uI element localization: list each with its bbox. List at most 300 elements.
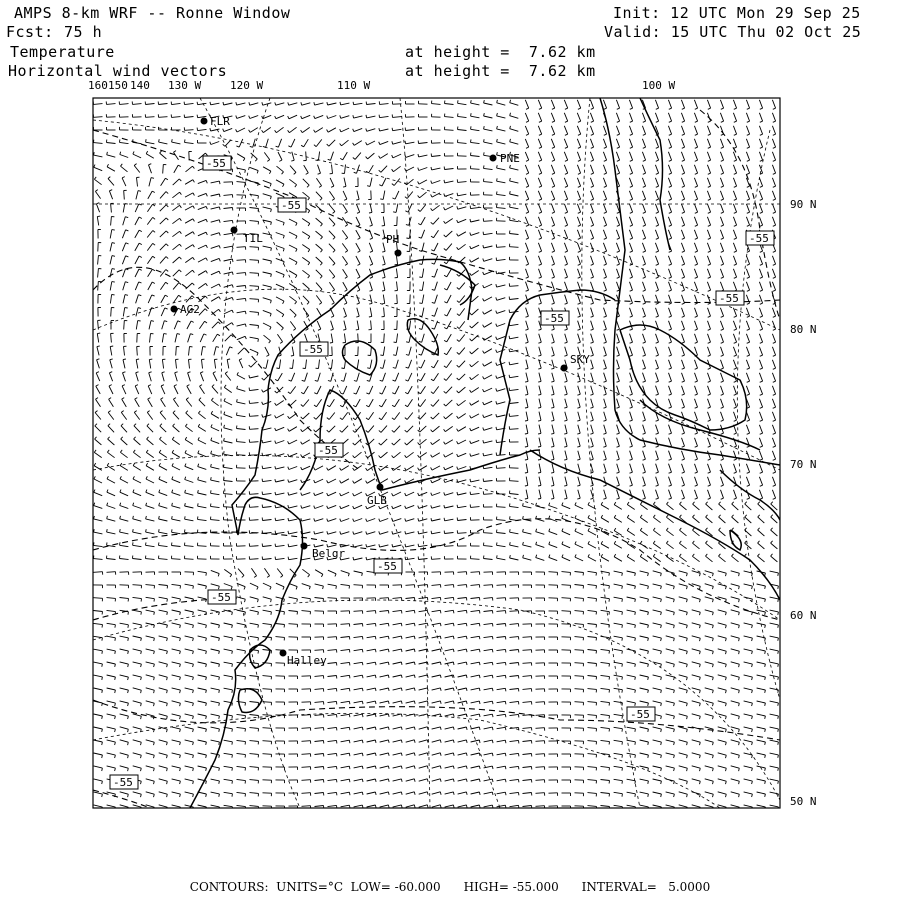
wind-vector	[588, 663, 597, 664]
wind-barb-tick	[193, 257, 195, 260]
wind-barb-tick	[617, 446, 620, 447]
wind-barb-tick	[356, 199, 359, 200]
wind-vector	[653, 649, 662, 651]
wind-vector	[237, 442, 246, 443]
wind-vector	[614, 610, 623, 612]
wind-vector	[733, 178, 736, 186]
wind-vector	[692, 688, 701, 690]
wind-barb-tick	[146, 476, 147, 479]
wind-vector	[601, 597, 610, 598]
wind-vector	[759, 282, 762, 290]
wind-barb-tick	[536, 542, 537, 545]
wind-vector	[237, 389, 246, 392]
wind-vector	[172, 701, 181, 703]
wind-vector	[329, 140, 335, 146]
wind-barb-tick	[444, 315, 447, 316]
wind-barb-tick	[773, 433, 776, 434]
wind-barb-tick	[588, 528, 589, 531]
wind-vector	[384, 308, 385, 317]
wind-vector	[342, 140, 349, 146]
wind-barb-tick	[294, 315, 296, 317]
wind-vector	[303, 296, 309, 302]
wind-vector	[565, 386, 567, 395]
wind-barb-tick	[370, 225, 373, 226]
wind-barb-tick	[167, 677, 168, 680]
wind-vector	[124, 347, 125, 356]
wind-vector	[276, 271, 284, 274]
wind-barb-tick	[773, 212, 776, 213]
wind-barb-tick	[708, 381, 711, 382]
wind-vector	[276, 414, 284, 418]
wind-vector	[627, 649, 636, 651]
wind-vector	[565, 256, 568, 264]
wind-vector	[304, 165, 309, 173]
wind-vector	[159, 492, 167, 495]
wind-barb-tick	[648, 599, 649, 602]
wind-vector	[614, 675, 623, 677]
wind-vector	[355, 153, 361, 160]
wind-barb-tick	[341, 393, 344, 394]
wind-vector	[406, 598, 415, 599]
wind-vector	[578, 412, 580, 421]
wind-vector	[276, 115, 284, 118]
wind-vector	[237, 260, 246, 261]
wind-vector	[369, 243, 372, 251]
wind-vector	[198, 636, 207, 638]
wind-vector	[601, 610, 610, 611]
wind-barb-tick	[765, 599, 766, 602]
wind-vector	[316, 231, 323, 237]
wind-barb-tick	[178, 321, 181, 322]
wind-barb-tick	[367, 186, 370, 187]
wind-vector	[551, 165, 554, 173]
wind-vector	[328, 701, 337, 702]
wind-vector	[122, 256, 125, 264]
wind-vector	[393, 142, 402, 144]
wind-vector	[549, 572, 558, 573]
wind-vector	[396, 204, 398, 213]
wind-vector	[471, 662, 480, 664]
wind-vector	[643, 308, 646, 316]
wind-barb-tick	[219, 233, 220, 236]
wind-vector	[471, 103, 480, 105]
wind-barb-tick	[773, 134, 776, 135]
wind-barb-tick	[734, 329, 737, 330]
wind-vector	[95, 439, 102, 445]
wind-barb-tick	[497, 113, 498, 116]
wind-barb-tick	[700, 651, 701, 654]
wind-vector	[552, 256, 555, 264]
wind-vector	[695, 373, 698, 381]
wind-vector	[251, 361, 257, 367]
wind-barb-tick	[375, 688, 376, 691]
wind-vector	[694, 282, 697, 290]
wind-vector	[173, 413, 179, 420]
wind-barb-tick	[288, 454, 289, 457]
wind-barb-tick	[466, 701, 467, 704]
wind-vector	[445, 701, 454, 703]
wind-vector	[565, 490, 567, 499]
wind-vector	[578, 269, 581, 277]
wind-vector	[420, 413, 426, 420]
wind-vector	[733, 282, 736, 290]
wind-vector	[668, 126, 671, 134]
wind-barb-tick	[431, 167, 432, 170]
wind-vector	[590, 243, 593, 251]
wind-vector	[655, 165, 658, 173]
wind-vector	[380, 532, 389, 535]
wind-barb-tick	[288, 429, 290, 432]
wind-barb-tick	[552, 290, 555, 291]
wind-barb-tick	[706, 528, 708, 530]
wind-barb-tick	[308, 211, 310, 213]
wind-barb-tick	[630, 485, 633, 486]
wind-vector	[122, 178, 126, 186]
wind-vector	[458, 610, 467, 611]
wind-vector	[432, 181, 441, 184]
wind-barb-tick	[94, 490, 95, 493]
wind-vector	[420, 399, 425, 406]
wind-barb-tick	[166, 282, 168, 284]
wind-barb-tick	[682, 108, 685, 109]
wind-vector	[617, 399, 620, 408]
wind-vector	[263, 507, 272, 508]
wind-barb-tick	[206, 219, 207, 222]
wind-vector	[302, 103, 311, 105]
wind-vector	[445, 533, 454, 534]
wind-vector	[198, 271, 206, 276]
wind-barb-tick	[674, 638, 675, 641]
wind-vector	[341, 505, 349, 508]
wind-barb-tick	[205, 309, 207, 311]
wind-vector	[250, 416, 259, 417]
wind-barb-tick	[97, 346, 100, 347]
wind-vector	[707, 191, 710, 199]
wind-vector	[370, 204, 372, 213]
wind-barb-tick	[630, 199, 633, 200]
wind-vector	[564, 139, 567, 147]
wind-barb-tick	[107, 516, 108, 519]
wind-vector	[497, 402, 506, 404]
wind-barb-tick	[700, 638, 701, 641]
wind-vector	[772, 178, 775, 186]
wind-vector	[484, 585, 493, 586]
wind-vector	[95, 413, 101, 420]
wind-vector	[330, 178, 334, 186]
wind-barb-tick	[484, 139, 485, 142]
wind-vector	[682, 373, 685, 381]
wind-vector	[578, 451, 580, 460]
wind-vector	[291, 373, 294, 381]
wind-barb-tick	[669, 264, 672, 265]
wind-barb-tick	[457, 403, 459, 405]
wind-barb-tick	[431, 480, 432, 483]
wind-barb-tick	[431, 366, 434, 368]
wind-vector	[471, 440, 479, 443]
wind-barb-tick	[307, 302, 309, 304]
wind-vector	[289, 427, 297, 432]
wind-vector	[174, 386, 178, 394]
wind-barb-tick	[708, 407, 711, 408]
wind-vector	[317, 386, 321, 394]
wind-vector	[591, 399, 594, 408]
wind-barb-tick	[682, 472, 685, 473]
wind-vector	[575, 689, 584, 690]
wind-vector	[185, 453, 193, 457]
wind-vector	[565, 269, 568, 277]
wind-barb-tick	[470, 441, 471, 444]
wind-barb-tick	[536, 555, 537, 558]
wind-barb-tick	[734, 134, 737, 135]
wind-vector	[224, 387, 231, 392]
wind-vector	[681, 178, 684, 186]
wind-vector	[604, 360, 607, 369]
wind-vector	[526, 490, 528, 499]
wind-vector	[471, 454, 480, 457]
wind-barb-tick	[778, 677, 779, 680]
wind-barb-tick	[551, 394, 554, 395]
wind-barb-tick	[275, 466, 276, 469]
wind-vector	[720, 178, 723, 186]
wind-vector	[669, 399, 672, 407]
wind-barb-tick	[747, 199, 750, 200]
wind-barb-tick	[141, 677, 142, 680]
wind-barb-tick	[419, 341, 422, 342]
wind-vector	[577, 165, 580, 173]
wind-barb-tick	[344, 199, 347, 200]
wind-barb-tick	[656, 368, 659, 369]
wind-vector	[445, 440, 453, 445]
wind-vector	[682, 295, 685, 303]
wind-barb-tick	[509, 375, 510, 378]
wind-vector	[669, 282, 672, 290]
wind-barb-tick	[107, 152, 108, 155]
wind-barb-tick	[523, 555, 524, 558]
wind-vector	[694, 191, 697, 199]
wind-vector	[264, 568, 269, 575]
wind-vector	[471, 207, 480, 208]
wind-barb-tick	[147, 411, 149, 413]
wind-vector	[315, 676, 324, 677]
wind-barb-tick	[457, 365, 459, 367]
wind-vector	[471, 116, 480, 118]
wind-barb-tick	[674, 625, 675, 628]
wind-barb-tick	[719, 554, 721, 556]
wind-vector	[185, 193, 193, 197]
wind-barb-tick	[604, 225, 607, 226]
wind-barb-tick	[525, 329, 528, 330]
wind-barb-tick	[656, 498, 659, 499]
wind-vector	[329, 270, 335, 277]
wind-barb-tick	[551, 459, 554, 460]
wind-barb-tick	[622, 573, 623, 576]
wind-vector	[591, 295, 594, 304]
wind-vector	[289, 179, 296, 184]
wind-vector	[266, 139, 269, 148]
wind-barb-tick	[539, 212, 542, 213]
wind-barb-tick	[206, 651, 207, 654]
wind-barb-tick	[258, 612, 259, 615]
wind-barb-tick	[778, 573, 779, 576]
wind-barb-tick	[180, 625, 181, 628]
wind-barb-tick	[283, 288, 284, 291]
wind-barb-tick	[734, 264, 737, 265]
lon-label: 160	[88, 79, 108, 92]
wind-barb-tick	[656, 238, 659, 239]
wind-vector	[510, 545, 519, 547]
wind-vector	[669, 269, 672, 277]
wind-vector	[538, 139, 541, 147]
wind-barb-tick	[700, 586, 701, 589]
wind-barb-tick	[128, 638, 129, 641]
wind-vector	[539, 438, 541, 447]
wind-barb-tick	[206, 245, 207, 248]
wind-vector	[707, 269, 710, 277]
wind-barb-tick	[94, 177, 96, 179]
wind-barb-tick	[695, 407, 698, 408]
wind-barb-tick	[578, 251, 581, 252]
wind-barb-tick	[682, 134, 685, 135]
wind-barb-tick	[483, 245, 484, 248]
wind-barb-tick	[353, 158, 355, 160]
wind-barb-tick	[141, 638, 142, 641]
wind-barb-tick	[288, 480, 289, 483]
wind-barb-tick	[405, 506, 406, 509]
wind-vector	[354, 611, 363, 612]
wind-vector	[237, 623, 246, 625]
wind-vector	[484, 688, 493, 690]
wind-barb-tick	[308, 276, 310, 278]
wind-barb-tick	[401, 688, 402, 691]
wind-vector	[539, 334, 542, 343]
wind-barb-tick	[565, 160, 568, 161]
wind-barb-tick	[643, 329, 646, 330]
wind-vector	[149, 165, 152, 173]
wind-vector	[692, 623, 701, 625]
wind-vector	[94, 649, 103, 651]
wind-barb-tick	[708, 186, 711, 187]
wind-barb-tick	[470, 273, 472, 276]
wind-vector	[733, 360, 736, 368]
wind-barb-tick	[708, 303, 711, 304]
wind-vector	[328, 505, 336, 508]
wind-vector	[356, 243, 360, 251]
wind-barb-tick	[565, 186, 568, 187]
wind-vector	[693, 517, 700, 523]
wind-vector	[224, 688, 233, 690]
init-time: Init: 12 UTC Mon 29 Sep 25	[613, 4, 861, 22]
wind-vector	[445, 519, 454, 521]
wind-barb-tick	[726, 664, 727, 667]
wind-barb-tick	[695, 342, 698, 343]
wind-vector	[406, 505, 414, 508]
wind-barb-tick	[370, 290, 373, 291]
wind-barb-tick	[379, 405, 382, 407]
wind-vector	[667, 504, 674, 510]
wind-vector	[772, 256, 775, 264]
wind-barb-tick	[669, 433, 672, 434]
wind-barb-tick	[562, 529, 563, 532]
wind-vector	[406, 623, 415, 625]
wind-barb-tick	[392, 481, 394, 484]
wind-barb-tick	[471, 113, 472, 116]
wind-vector	[328, 676, 337, 677]
wind-barb-tick	[614, 554, 616, 557]
wind-vector	[458, 207, 467, 209]
wind-barb-tick	[682, 368, 685, 369]
wind-vector	[370, 360, 372, 369]
wind-barb-tick	[771, 515, 773, 517]
wind-vector	[772, 152, 775, 160]
wind-vector	[682, 347, 685, 355]
wind-vector	[562, 557, 570, 561]
wind-vector	[731, 623, 740, 625]
wind-barb-tick	[153, 231, 155, 233]
wind-vector	[604, 373, 607, 382]
wind-vector	[656, 269, 659, 277]
wind-barb-tick	[630, 173, 633, 174]
wind-barb-tick	[107, 490, 108, 493]
wind-vector	[445, 610, 454, 611]
wind-barb-tick	[380, 355, 383, 356]
wind-barb-tick	[257, 587, 258, 590]
wind-barb-tick	[708, 121, 711, 122]
wind-vector	[422, 334, 425, 343]
wind-barb-tick	[695, 238, 698, 239]
wind-vector	[406, 532, 415, 534]
wind-vector	[159, 506, 168, 509]
wind-vector	[681, 243, 684, 251]
wind-vector	[679, 571, 688, 573]
wind-vector	[627, 675, 636, 677]
wind-vector	[133, 466, 141, 471]
wind-vector	[110, 230, 112, 239]
wind-barb-tick	[357, 290, 360, 291]
wind-vector	[211, 493, 220, 494]
wind-vector	[705, 636, 714, 638]
wind-barb-tick	[232, 651, 233, 654]
wind-barb-tick	[172, 503, 173, 506]
wind-vector	[510, 103, 519, 106]
wind-vector	[772, 386, 775, 394]
wind-vector	[331, 321, 334, 330]
wind-vector	[211, 570, 219, 573]
wind-vector	[185, 426, 192, 431]
wind-vector	[185, 232, 193, 237]
wind-barb-tick	[552, 121, 555, 122]
wind-vector	[371, 321, 372, 330]
wind-vector	[136, 360, 138, 369]
wind-vector	[265, 347, 269, 355]
wind-vector	[107, 688, 116, 690]
wind-barb-tick	[245, 311, 246, 314]
wind-barb-tick	[166, 192, 168, 194]
wind-barb-tick	[760, 277, 763, 278]
wind-vector	[772, 126, 775, 134]
wind-barb-tick	[444, 366, 447, 368]
wind-barb-tick	[314, 506, 315, 509]
wind-vector	[199, 321, 204, 328]
wind-barb-tick	[564, 394, 567, 395]
wind-barb-tick	[444, 492, 445, 495]
wind-vector	[211, 284, 219, 288]
wind-vector	[603, 178, 606, 186]
wind-vector	[629, 139, 632, 147]
wind-vector	[757, 597, 766, 599]
wind-vector	[564, 217, 567, 225]
wind-vector	[122, 399, 127, 407]
wind-vector	[471, 414, 479, 418]
